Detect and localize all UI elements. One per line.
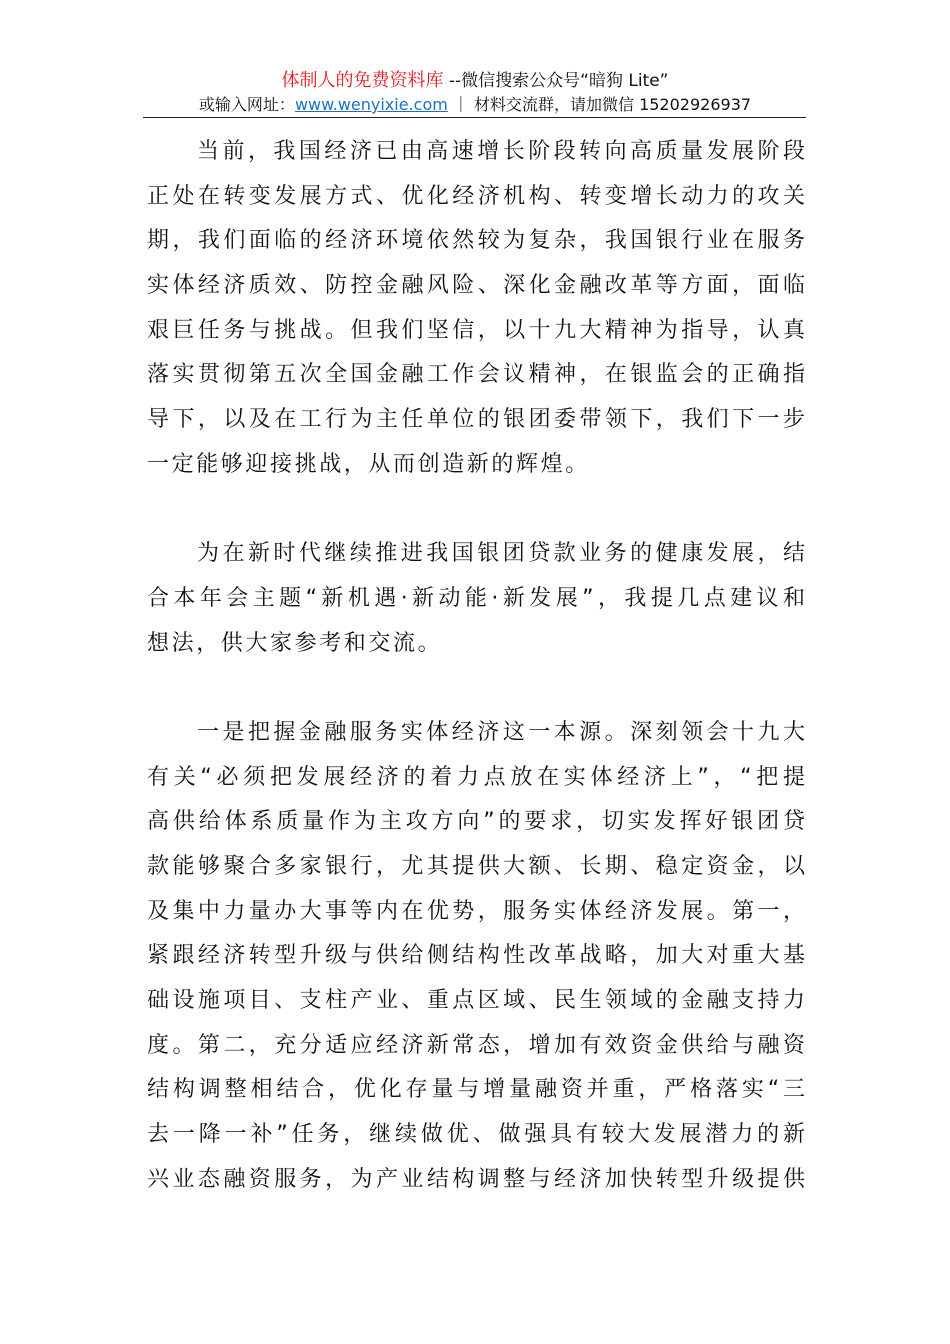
paragraph-line: 实体经济质效、防控金融风险、深化金融改革等方面，面临 (147, 273, 805, 299)
paragraph-line: 去一降一补”任务，继续做优、做强具有较大发展潜力的新 (147, 1122, 805, 1148)
paragraph-gap (147, 488, 805, 533)
paragraph-line: 艰巨任务与挑战。但我们坚信，以十九大精神为指导，认真 (147, 317, 805, 343)
paragraph-line: 有关“必须把发展经济的着力点放在实体经济上”，“把提 (147, 764, 805, 790)
paragraph-line: 当前，我国经济已由高速增长阶段转向高质量发展阶段 (197, 139, 805, 164)
paragraph-line: 合本年会主题“新机遇·新动能·新发展”，我提几点建议和 (147, 585, 805, 611)
contact-text: ｜ 材料交流群，请加微信 15202926937 (447, 95, 752, 114)
paragraph-line: 度。第二，充分适应经济新常态，增加有效资金供给与融资 (147, 1032, 805, 1058)
paragraph-line: 导下，以及在工行为主任单位的银团委带领下，我们下一步 (147, 407, 805, 433)
paragraph-line: 一定能够迎接挑战，从而创造新的辉煌。 (147, 451, 590, 477)
paragraph-line: 础设施项目、支柱产业、重点区域、民生领域的金融支持力 (147, 988, 805, 1014)
paragraph-line: 落实贯彻第五次全国金融工作会议精神，在银监会的正确指 (147, 362, 805, 388)
paragraph-line: 为在新时代继续推进我国银团贷款业务的健康发展，结 (197, 541, 805, 567)
header-divider (143, 117, 806, 118)
paragraph-line: 款能够聚合多家银行，尤其提供大额、长期、稳定资金，以 (147, 854, 805, 879)
paragraph-line: 想法，供大家参考和交流。 (147, 630, 443, 656)
header-line-2 (0, 94, 950, 116)
paragraph-line: 兴业态融资服务，为产业结构调整与经济加快转型升级提供 (147, 1166, 805, 1192)
paragraph-gap (147, 666, 805, 711)
tagline-text: --微信搜索公众号“暗狗 Lite” (443, 71, 669, 91)
document-body (147, 130, 805, 1203)
paragraph-line: 正处在转变发展方式、优化经济机构、转变增长动力的攻关 (147, 183, 805, 209)
paragraph-line: 结构调整相结合，优化存量与增量融资并重，严格落实“三 (147, 1077, 805, 1103)
paragraph-line: 期，我们面临的经济环境依然较为复杂，我国银行业在服务 (147, 228, 805, 254)
brand-text: 体制人的免费资料库 (281, 70, 444, 91)
paragraph-line: 一是把握金融服务实体经济这一本源。深刻领会十九大 (197, 719, 805, 745)
url-prefix: 或输入网址： (198, 95, 295, 114)
header-line-1 (0, 70, 950, 92)
paragraph-line: 紧跟经济转型升级与供给侧结构性改革战略，加大对重大基 (147, 943, 805, 969)
paragraph-line: 高供给体系质量作为主攻方向”的要求，切实发挥好银团贷 (147, 809, 805, 835)
website-link[interactable]: www.wenyixie.com (294, 95, 448, 114)
paragraph-line: 及集中力量办大事等内在优势，服务实体经济发展。第一， (147, 898, 805, 924)
